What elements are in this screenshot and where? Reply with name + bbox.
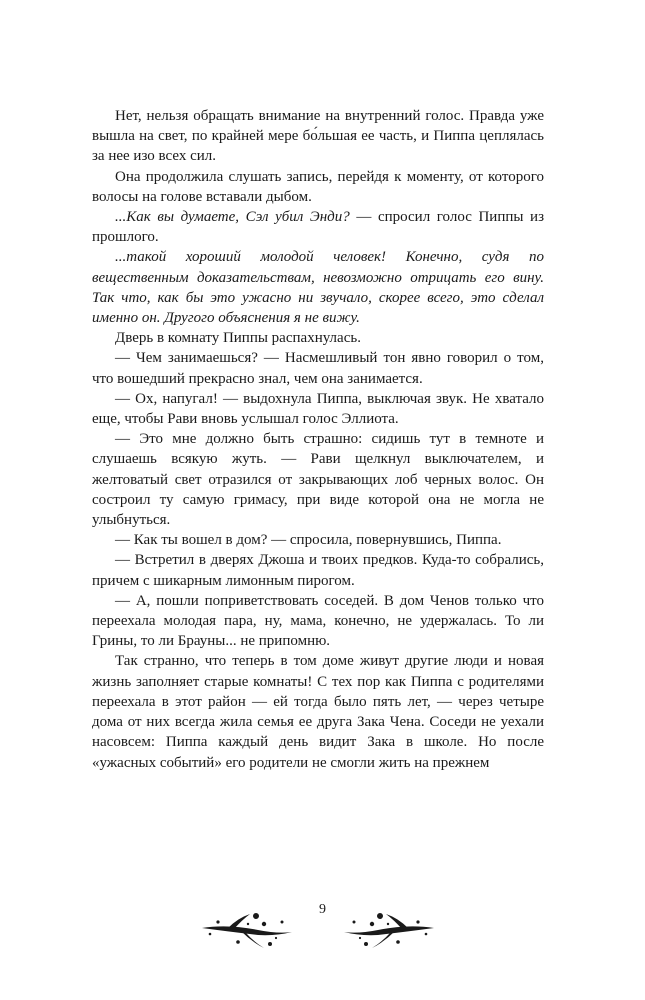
- paragraph-5: Дверь в комнату Пиппы распахнулась.: [115, 330, 361, 347]
- paragraph-1: Нет, нельзя обращать внимание на внутренний голос. Правда уже вышла на свет, по крайней мере бо́льшая ее часть, и Пиппа цеплялась за нее изо всех сил.: [92, 108, 544, 165]
- paragraph-2: Она продолжила слушать запись, перейдя к моменту, от которого волосы на голове вставали дыбом.: [92, 168, 544, 205]
- paragraph-8: — Это мне должно быть страшно: сидишь тут в темноте и слушаешь всякую жуть. — Рави щелкнул выключателем, и желтоватый свет отразился от закрывающих лоб черных волос. Он состроил ту самую гримасу, при виде которой она не могла не улыбнуться.: [92, 431, 544, 529]
- paragraph-6: — Чем занимаешься? — Насмешливый тон явно говорил о том, что вошедший прекрасно знал, чем она занимается.: [92, 350, 544, 387]
- paragraph-11: — А, пошли поприветствовать соседей. В дом Ченов только что переехала молодая пара, ну, мама, конечно, не удержалась. То ли Грины, то ли Брауны... не припомню.: [92, 592, 544, 650]
- page-footer: [0, 902, 645, 952]
- paragraph-12: Так странно, что теперь в том доме живут другие люди и новая жизнь заполняет старые комнаты! С тех пор как Пиппа с родителями переехала в этот район — ей тогда было пять лет, — через четыре дома от них всегда жила семья ее друга Зака Чена. Соседи не уехали насовсем: Пиппа каждый день видит Зака в школе. Но после «ужасных событий» его родители не смогли жить на прежнем: [92, 653, 544, 771]
- body-text: [92, 106, 544, 773]
- paragraph-9: — Как ты вошел в дом? — спросила, повернувшись, Пиппа.: [115, 532, 502, 549]
- ink-splatter-ornament-right-icon: [342, 908, 438, 952]
- quote-italic: ...Как вы думаете, Сэл убил Энди?: [115, 209, 350, 226]
- paragraph-3: [92, 207, 544, 247]
- paragraph-4-quote: ...такой хороший молодой человек! Конечно, судя по вещественным доказательствам, невозможно отрицать его вину. Так что, как бы это ужасно ни звучало, скорее всего, это сделал именно он. Другого объяснения я не вижу.: [92, 249, 544, 327]
- quote-attribution: — спросил голос Пиппы из прошлого.: [92, 209, 544, 246]
- page-number: 9: [319, 902, 326, 917]
- paragraph-7: — Ох, напугал! — выдохнула Пиппа, выключая звук. Не хватало еще, чтобы Рави вновь услышал голос Эллиота.: [92, 390, 544, 428]
- paragraph-10: — Встретил в дверях Джоша и твоих предков. Куда-то собрались, причем с шикарным лимонным пирогом.: [92, 552, 544, 589]
